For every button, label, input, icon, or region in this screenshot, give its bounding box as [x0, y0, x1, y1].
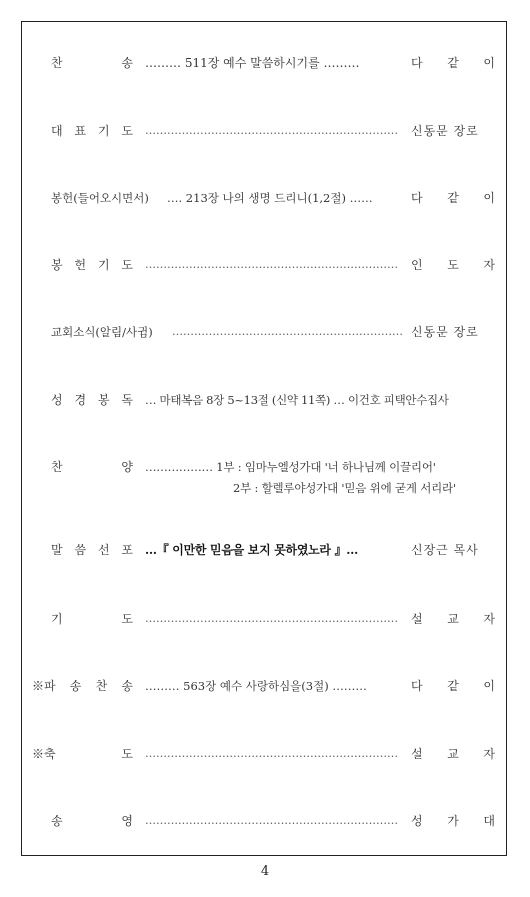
- item-content: ……………… 1부 : 임마누엘성가대 '너 하나님께 이끌리어': [145, 460, 436, 474]
- leader-char: 이: [483, 191, 495, 205]
- item-content: …. 213장 나의 생명 드리니(1,2절) ……: [167, 191, 373, 205]
- worship-item-offering: [22, 188, 508, 208]
- leader-char: 같: [447, 679, 459, 693]
- leader-char: 설: [411, 747, 423, 761]
- label-char: 기: [51, 612, 63, 626]
- item-leader: [411, 255, 495, 275]
- label-char: 기: [97, 258, 110, 272]
- label-char: 경: [74, 393, 87, 407]
- item-label: [32, 744, 133, 764]
- worship-item-offering-prayer: [22, 255, 508, 275]
- label-char: 도: [121, 612, 133, 626]
- worship-item-scripture-reading: [22, 390, 508, 410]
- worship-item-sending-hymn: [22, 676, 508, 696]
- label-char: 봉: [97, 393, 110, 407]
- label-char: 송: [69, 679, 82, 693]
- worship-item-church-news: [22, 322, 508, 342]
- item-content: ……… 511장 예수 말씀하시기를 ………: [145, 56, 360, 70]
- label-char: 도: [121, 747, 133, 761]
- leader-dots: ……………………………………………………………: [145, 124, 398, 137]
- label-char: 표: [74, 124, 87, 138]
- label-char: 찬: [51, 56, 63, 70]
- label-char: 성: [51, 393, 63, 407]
- item-label: [51, 390, 133, 410]
- label-char: 씀: [74, 543, 87, 557]
- leader-dots: ……………………………………………………………: [145, 747, 398, 760]
- item-label: [32, 676, 133, 696]
- page-number: 4: [260, 864, 270, 879]
- worship-item-representative-prayer: [22, 121, 508, 141]
- worship-item-sermon: [22, 540, 508, 560]
- leader-char: 다: [411, 679, 423, 693]
- label-char: 송: [121, 679, 133, 693]
- label-char: 찬: [51, 460, 63, 474]
- label-char: 대: [51, 124, 63, 138]
- item-content: … 마태복음 8장 5~13절 (신약 11쪽) … 이건호 피택안수집사: [145, 393, 449, 407]
- order-of-worship-frame: [21, 21, 507, 856]
- label-char: 도: [121, 124, 133, 138]
- item-content: ……… 563장 예수 사랑하심을(3절) ………: [145, 679, 367, 693]
- worship-item-choir-anthem: [22, 457, 508, 477]
- leader-char: 이: [483, 56, 495, 70]
- label-char: 말: [51, 543, 63, 557]
- item-label: [51, 255, 133, 275]
- item-label: [51, 540, 133, 560]
- label-char: ※파: [32, 679, 56, 693]
- leader-char: 대: [483, 814, 495, 828]
- label-char: 헌: [74, 258, 87, 272]
- leader-char: 자: [483, 612, 495, 626]
- item-label: [51, 811, 133, 831]
- label-char: 양: [121, 460, 133, 474]
- leader-char: 교: [447, 747, 459, 761]
- item-leader: 신동문 장로: [411, 124, 479, 138]
- item-label: 봉헌(들어오시면서): [51, 191, 149, 205]
- leader-char: 다: [411, 56, 423, 70]
- label-char: 찬: [95, 679, 108, 693]
- leader-char: 같: [447, 56, 459, 70]
- item-label: [51, 609, 133, 629]
- label-char: ※축: [32, 747, 56, 761]
- label-char: 선: [97, 543, 110, 557]
- worship-item-benediction: [22, 744, 508, 764]
- label-char: 포: [121, 543, 133, 557]
- item-leader: [411, 53, 495, 73]
- item-leader: [411, 676, 495, 696]
- item-label: [51, 53, 133, 73]
- label-char: 기: [97, 124, 110, 138]
- leader-dots: ……………………………………………………………: [145, 612, 398, 625]
- item-label: [51, 457, 133, 477]
- leader-char: 자: [483, 258, 495, 272]
- leader-char: 설: [411, 612, 423, 626]
- leader-dots: ……………………………………………………………: [145, 814, 398, 827]
- leader-char: 인: [411, 258, 423, 272]
- worship-item-hymn: [22, 53, 508, 73]
- item-label: 교회소식(알림/사귐): [51, 325, 153, 339]
- item-label: [51, 121, 133, 141]
- worship-item-choir-anthem-second: [22, 478, 508, 498]
- leader-dots: ………………………………………………………: [172, 325, 403, 338]
- item-content-second-service: 2부 : 할렐루야성가대 '믿음 위에 굳게 서리라': [233, 481, 456, 495]
- leader-char: 자: [483, 747, 495, 761]
- item-leader: 신장근 목사: [411, 543, 479, 557]
- label-char: 독: [121, 393, 133, 407]
- item-leader: [411, 188, 495, 208]
- leader-char: 성: [411, 814, 423, 828]
- item-leader: [411, 744, 495, 764]
- item-leader: [411, 609, 495, 629]
- leader-char: 교: [447, 612, 459, 626]
- leader-char: 같: [447, 191, 459, 205]
- worship-item-doxology: [22, 811, 508, 831]
- leader-char: 다: [411, 191, 423, 205]
- leader-char: 이: [483, 679, 495, 693]
- item-leader: 신동문 장로: [411, 325, 479, 339]
- label-char: 송: [121, 56, 133, 70]
- sermon-title: …『 이만한 믿음을 보지 못하였노라 』…: [145, 543, 358, 557]
- label-char: 도: [121, 258, 133, 272]
- leader-dots: ……………………………………………………………: [145, 258, 398, 271]
- worship-item-prayer: [22, 609, 508, 629]
- leader-char: 가: [447, 814, 459, 828]
- item-leader: [411, 811, 495, 831]
- label-char: 영: [121, 814, 133, 828]
- label-char: 송: [51, 814, 63, 828]
- leader-char: 도: [447, 258, 459, 272]
- label-char: 봉: [51, 258, 63, 272]
